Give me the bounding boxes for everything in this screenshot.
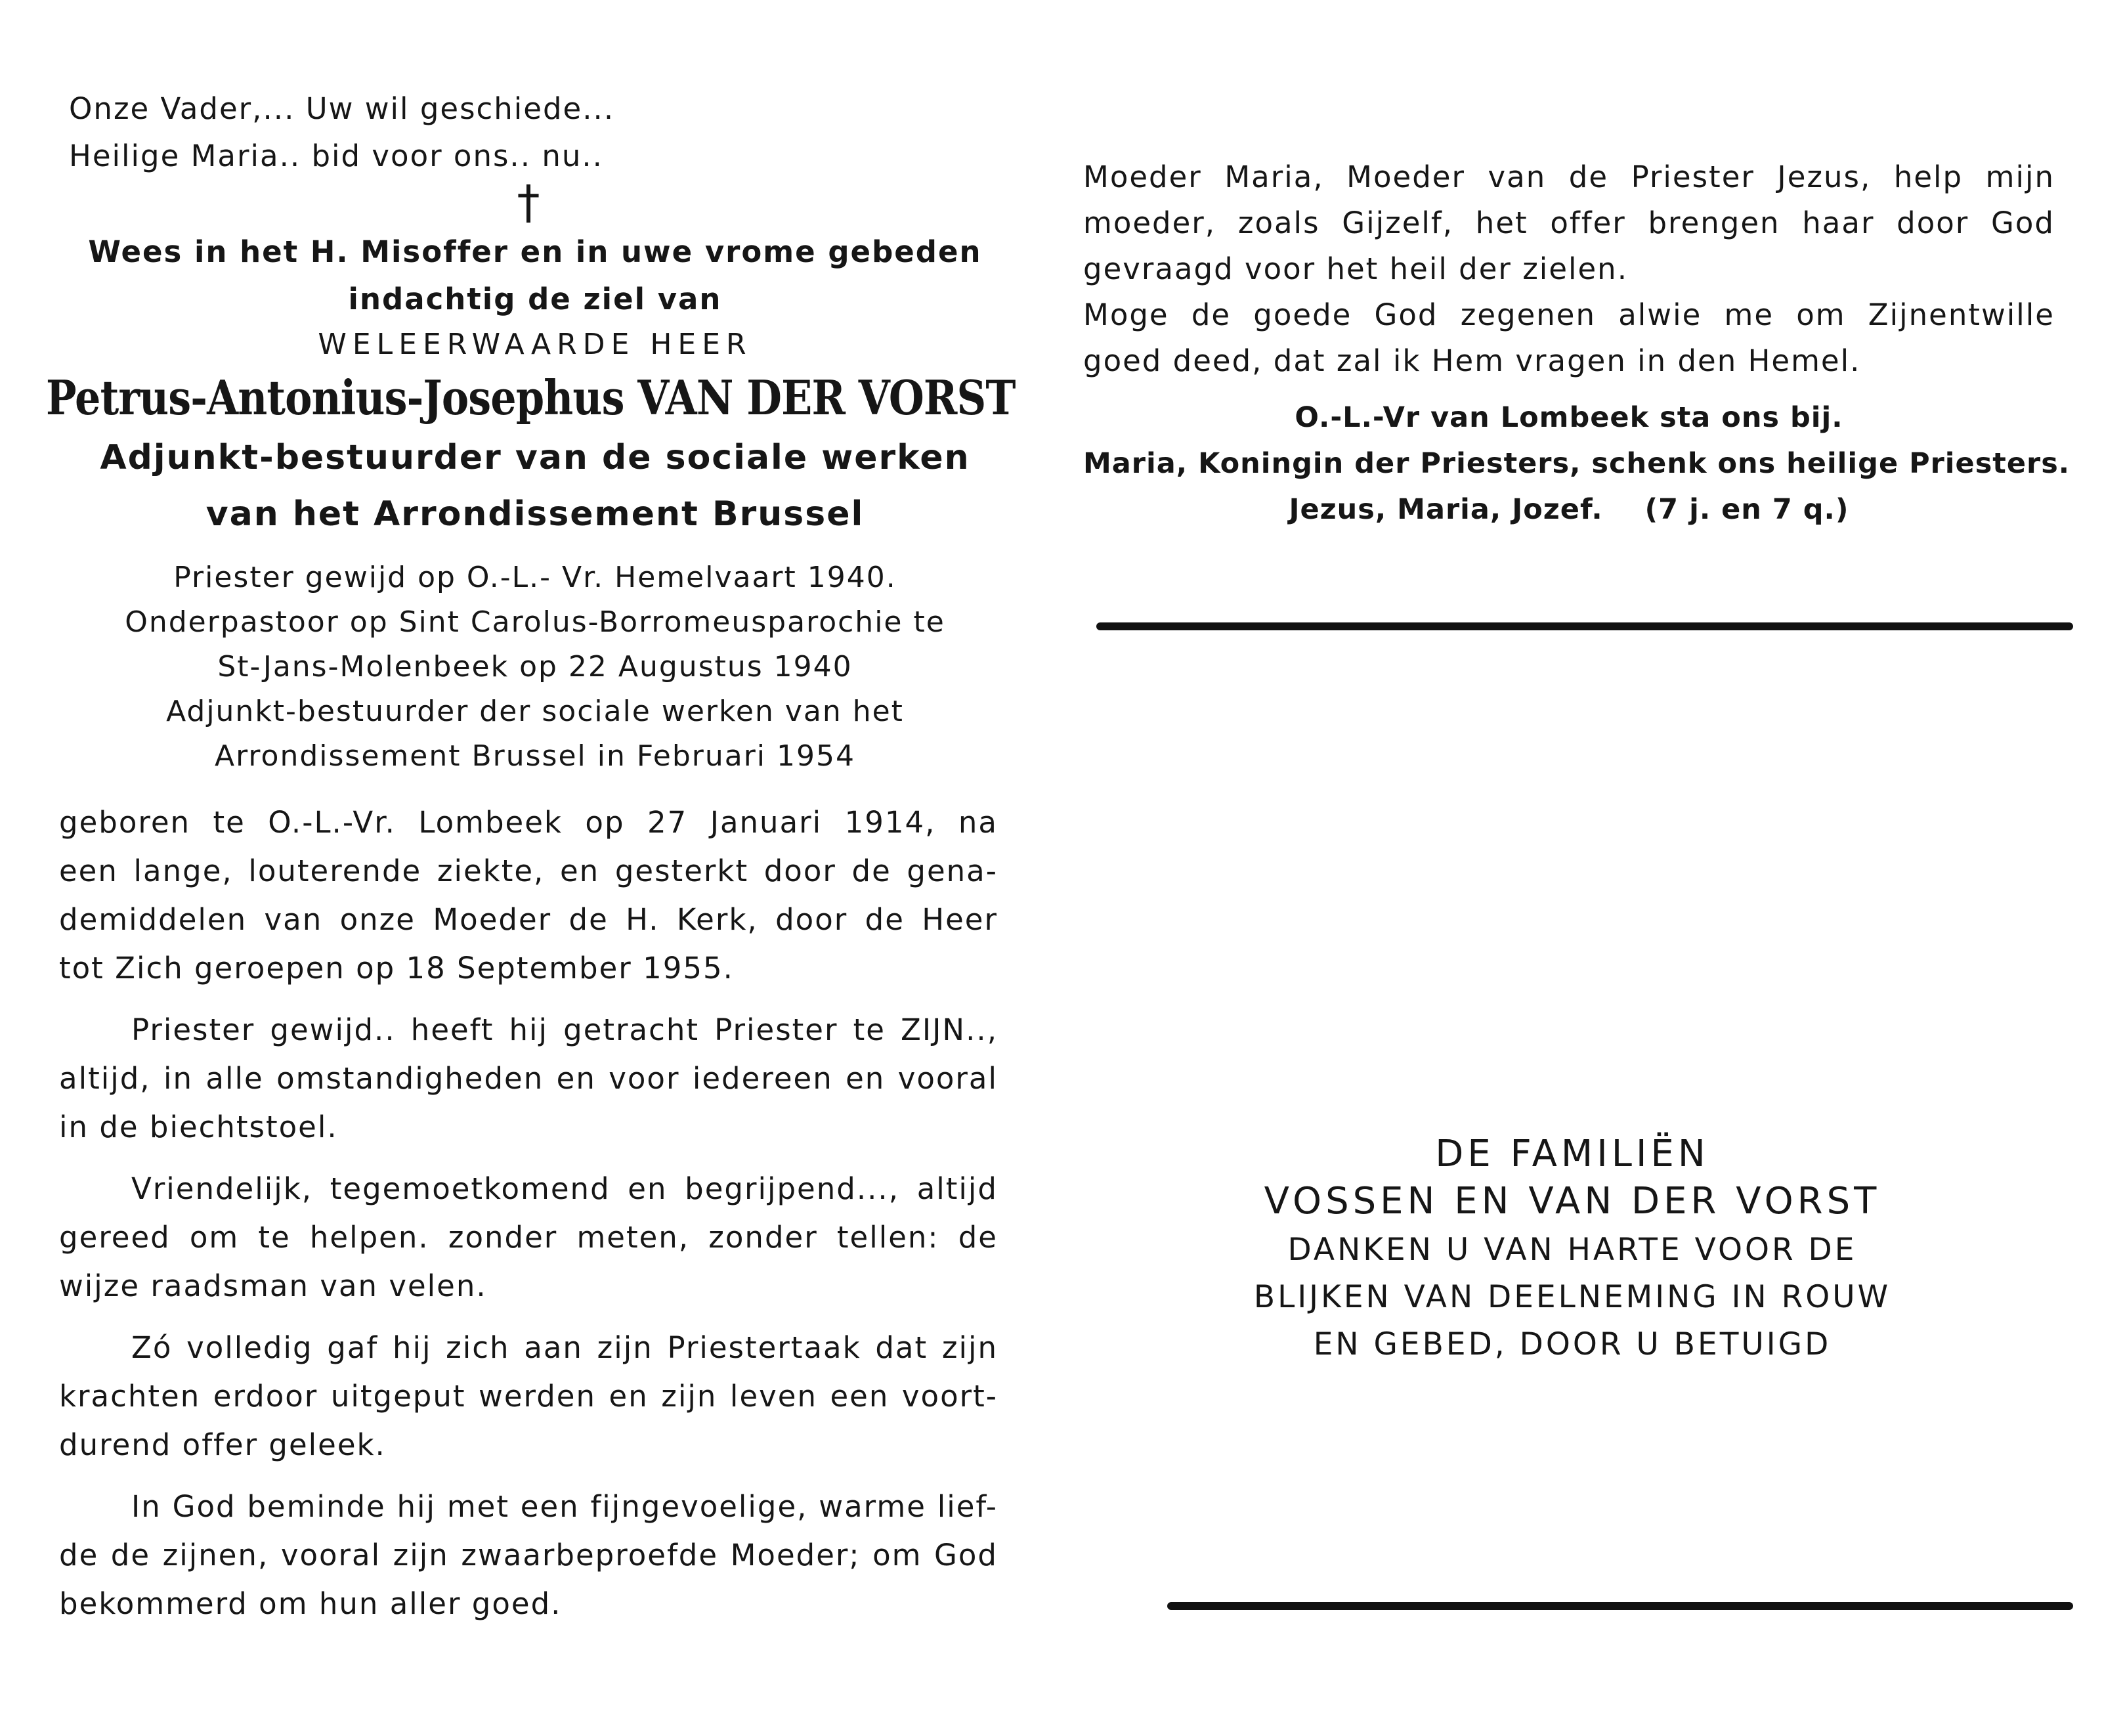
- prayer-line: Heilige Maria.. bid voor ons.. nu..: [69, 139, 603, 173]
- text-line: gereed om te helpen. zonder meten, zonder tellen: de: [59, 1220, 998, 1255]
- invocation-line: Maria, Koningin der Priesters, schenk ons heilige Priesters.: [1083, 447, 2070, 480]
- family-heading: DE FAMILIËN: [1435, 1133, 1709, 1175]
- invocation-line: O.-L.-Vr van Lombeek sta ons bij.: [1295, 401, 1843, 434]
- thanks-line: EN GEBED, DOOR U BETUIGD: [1313, 1326, 1832, 1362]
- left-panel: [46, 85, 1016, 1628]
- text-line: wijze raadsman van velen.: [59, 1269, 487, 1303]
- text-line: de de zijnen, vooral zijn zwaarbeproefde Moeder; om God: [59, 1538, 998, 1573]
- intro-line: Wees in het H. Misoffer en in uwe vrome gebeden: [88, 234, 982, 269]
- text-line: gevraagd voor het heil der zielen.: [1083, 251, 1629, 286]
- text-line: demiddelen van onze Moeder de H. Kerk, door de Heer: [59, 902, 998, 937]
- text-line: In God beminde hij met een fijngevoelige, warme lief-: [131, 1489, 998, 1524]
- career-summary: [72, 555, 998, 779]
- divider-line: [1096, 622, 2073, 630]
- biography-paragraph: [59, 1483, 998, 1628]
- thanks-line: BLIJKEN VAN DEELNEMING IN ROUW: [1253, 1279, 1891, 1315]
- career-line: Onderpastoor op Sint Carolus-Borromeusparochie te: [125, 605, 945, 639]
- function-title: [59, 429, 998, 542]
- prayer-line: Onze Vader,... Uw wil geschiede...: [69, 91, 615, 126]
- career-line: St-Jans-Molenbeek op 22 Augustus 1940: [217, 650, 853, 684]
- text-line: een lange, louterende ziekte, en gesterkt door de gena-: [59, 854, 998, 888]
- function-line: Adjunkt-bestuurder van de sociale werken: [100, 438, 970, 477]
- right-panel: [1083, 154, 2070, 532]
- career-line: Priester gewijd op O.-L.- Vr. Hemelvaart 1940.: [173, 561, 897, 594]
- biography-paragraph: [59, 1006, 998, 1152]
- cross-icon: †: [517, 175, 540, 229]
- text-line: Moeder Maria, Moeder van de Priester Jezus, help mijn: [1083, 160, 2055, 194]
- family-heading: VOSSEN EN VAN DER VORST: [1264, 1180, 1881, 1223]
- text-line: Priester gewijd.. heeft hij getracht Priester te ZIJN..,: [131, 1012, 998, 1047]
- thanks-line: DANKEN U VAN HARTE VOOR DE: [1287, 1232, 1857, 1268]
- family-thanks: [1195, 1131, 1950, 1368]
- text-line: Vriendelijk, tegemoetkomend en begrijpend..., altijd: [131, 1171, 998, 1206]
- text-line: altijd, in alle omstandigheden en voor iedereen en vooral: [59, 1061, 998, 1096]
- biography-paragraph: [59, 1165, 998, 1311]
- text-line: Moge de goede God zegenen alwie me om Zijnentwille: [1083, 297, 2055, 332]
- text-line: bekommerd om hun aller goed.: [59, 1586, 562, 1621]
- intro-line: indachtig de ziel van: [348, 282, 722, 316]
- biography-paragraph: [59, 1324, 998, 1469]
- deceased-name: Petrus-Antonius-Josephus VAN DER VORST: [46, 370, 1016, 425]
- biography-paragraph: [59, 798, 998, 993]
- intro-text: [59, 228, 998, 323]
- text-line: durend offer geleek.: [59, 1427, 386, 1462]
- text-line: krachten erdoor uitgeput werden en zijn leven een voort-: [59, 1379, 998, 1414]
- opening-prayer: [59, 85, 998, 180]
- text-line: goed deed, dat zal ik Hem vragen in den Hemel.: [1083, 343, 1861, 378]
- invocations: [1083, 395, 2070, 532]
- text-line: moeder, zoals Gijzelf, het offer brengen haar door God: [1083, 206, 2055, 240]
- divider-line: [1167, 1602, 2073, 1610]
- mother-prayer: [1083, 154, 2055, 384]
- invocation-line: Jezus, Maria, Jozef. (7 j. en 7 q.): [1289, 493, 1849, 526]
- text-line: tot Zich geroepen op 18 September 1955.: [59, 951, 734, 986]
- career-line: Adjunkt-bestuurder der sociale werken van het: [166, 695, 904, 728]
- honorific-title: WELEERWAARDE HEER: [318, 328, 752, 361]
- text-line: Zó volledig gaf hij zich aan zijn Priestertaak dat zijn: [131, 1330, 998, 1365]
- function-line: van het Arrondissement Brussel: [205, 494, 865, 534]
- career-line: Arrondissement Brussel in Februari 1954: [215, 739, 855, 773]
- text-line: geboren te O.-L.-Vr. Lombeek op 27 Januari 1914, na: [59, 805, 998, 840]
- text-line: in de biechtstoel.: [59, 1110, 338, 1144]
